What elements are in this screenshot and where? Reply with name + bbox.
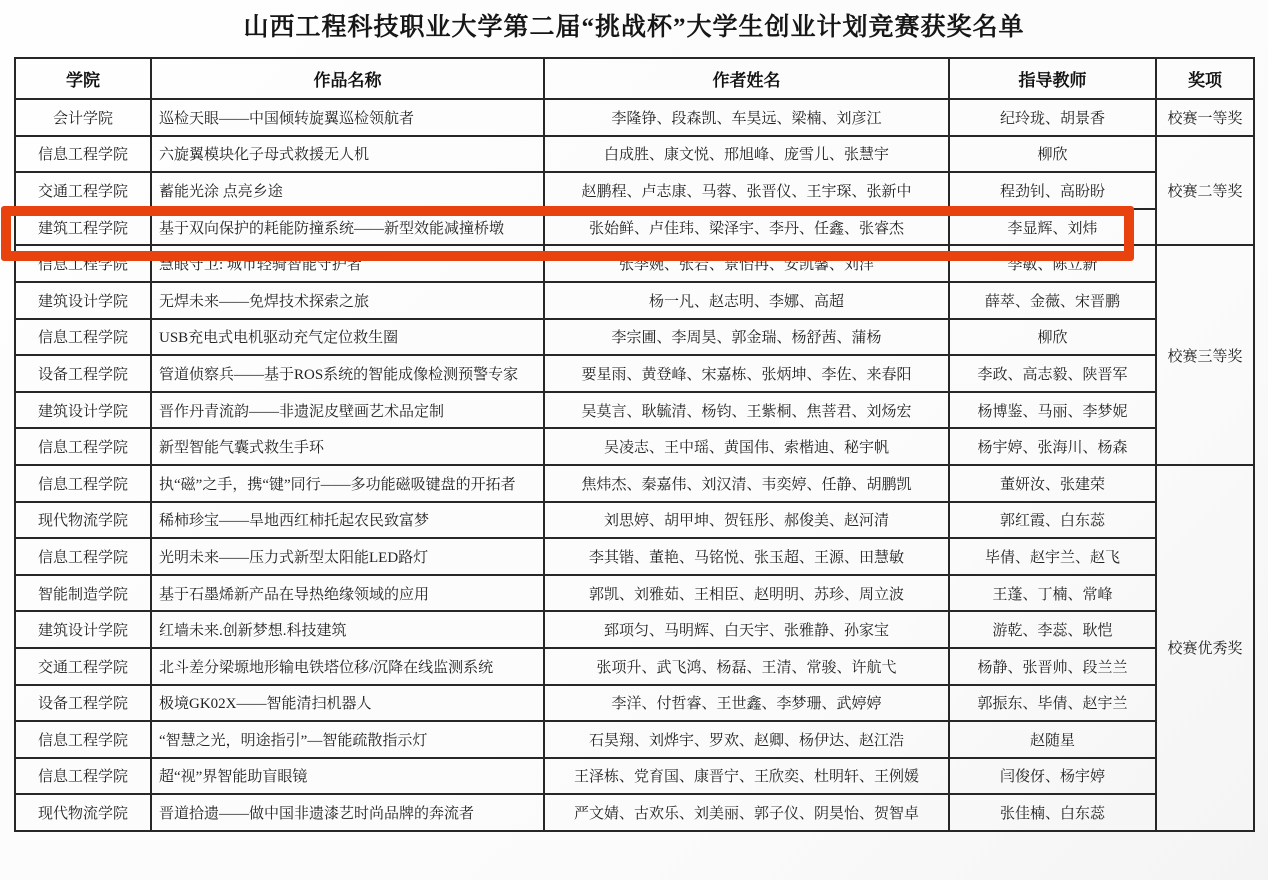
cell-advisors: 杨宇婷、张海川、杨森 xyxy=(949,428,1156,465)
table-row xyxy=(15,282,1254,319)
cell-advisors: 张佳楠、白东蕊 xyxy=(949,794,1156,831)
cell-work: 红墙未来.创新梦想.科技建筑 xyxy=(151,611,544,648)
cell-award: 校赛优秀奖 xyxy=(1156,465,1254,831)
table-row xyxy=(15,648,1254,685)
cell-work: “智慧之光，明途指引”—智能疏散指示灯 xyxy=(151,721,544,758)
cell-advisors: 薛萃、金薇、宋晋鹏 xyxy=(949,282,1156,319)
cell-work: 管道侦察兵——基于ROS系统的智能成像检测预警专家 xyxy=(151,355,544,392)
award-table xyxy=(14,57,1255,832)
table-row xyxy=(15,758,1254,795)
cell-authors: 李宗圃、李周昊、郭金瑞、杨舒茜、蒲杨 xyxy=(544,319,949,356)
cell-college: 信息工程学院 xyxy=(15,758,151,795)
cell-work: 晋作丹青流韵——非遗泥皮壁画艺术品定制 xyxy=(151,392,544,429)
header-authors: 作者姓名 xyxy=(544,58,949,99)
table-row xyxy=(15,245,1254,282)
table-row xyxy=(15,575,1254,612)
cell-advisors: 李显辉、刘炜 xyxy=(949,209,1156,246)
cell-work: USB充电式电机驱动充气定位救生圈 xyxy=(151,319,544,356)
table-header-row xyxy=(15,58,1254,99)
table-body xyxy=(15,99,1254,831)
table-row xyxy=(15,794,1254,831)
cell-authors: 杨一凡、赵志明、李娜、高超 xyxy=(544,282,949,319)
cell-college: 建筑设计学院 xyxy=(15,282,151,319)
cell-college: 现代物流学院 xyxy=(15,502,151,539)
cell-authors: 张项升、武飞鸿、杨磊、王清、常骏、许航弋 xyxy=(544,648,949,685)
cell-college: 信息工程学院 xyxy=(15,136,151,173)
header-advisors: 指导教师 xyxy=(949,58,1156,99)
cell-college: 智能制造学院 xyxy=(15,575,151,612)
cell-authors: 石昊翔、刘烨宇、罗欢、赵卿、杨伊达、赵江浩 xyxy=(544,721,949,758)
cell-authors: 刘思婷、胡甲坤、贺钰彤、郝俊美、赵河清 xyxy=(544,502,949,539)
cell-college: 交通工程学院 xyxy=(15,172,151,209)
cell-advisors: 郭红霞、白东蕊 xyxy=(949,502,1156,539)
cell-work: 六旋翼模块化子母式救援无人机 xyxy=(151,136,544,173)
cell-advisors: 杨博鉴、马丽、李梦妮 xyxy=(949,392,1156,429)
header-award: 奖项 xyxy=(1156,58,1254,99)
table-row xyxy=(15,209,1254,246)
cell-work: 慧眼守卫: 城市轻骑智能守护者 xyxy=(151,245,544,282)
cell-advisors: 纪玲珑、胡景香 xyxy=(949,99,1156,136)
cell-advisors: 李政、高志毅、陕晋军 xyxy=(949,355,1156,392)
cell-college: 会计学院 xyxy=(15,99,151,136)
cell-advisors: 郭振东、毕倩、赵宇兰 xyxy=(949,685,1156,722)
header-college: 学院 xyxy=(15,58,151,99)
cell-work: 蓄能光涂 点亮乡途 xyxy=(151,172,544,209)
cell-college: 信息工程学院 xyxy=(15,319,151,356)
cell-authors: 李隆铮、段森凯、车昊远、梁楠、刘彦江 xyxy=(544,99,949,136)
cell-advisors: 毕倩、赵宇兰、赵飞 xyxy=(949,538,1156,575)
cell-award: 校赛二等奖 xyxy=(1156,136,1254,246)
cell-work: 北斗差分梁塬地形输电铁塔位移/沉降在线监测系统 xyxy=(151,648,544,685)
cell-college: 信息工程学院 xyxy=(15,538,151,575)
table-row xyxy=(15,136,1254,173)
cell-award: 校赛三等奖 xyxy=(1156,245,1254,465)
cell-advisors: 游乾、李蕊、耿恺 xyxy=(949,611,1156,648)
cell-work: 新型智能气囊式救生手环 xyxy=(151,428,544,465)
cell-college: 信息工程学院 xyxy=(15,245,151,282)
table-row xyxy=(15,392,1254,429)
table-row xyxy=(15,99,1254,136)
cell-college: 信息工程学院 xyxy=(15,721,151,758)
cell-authors: 焦炜杰、秦嘉伟、刘汉清、韦奕婷、任静、胡鹏凯 xyxy=(544,465,949,502)
cell-authors: 赵鹏程、卢志康、马蓉、张晋仪、王宇琛、张新中 xyxy=(544,172,949,209)
cell-college: 建筑设计学院 xyxy=(15,611,151,648)
table-row xyxy=(15,172,1254,209)
cell-authors: 吴莫言、耿毓清、杨钧、王紫桐、焦菩君、刘炀宏 xyxy=(544,392,949,429)
table-row xyxy=(15,319,1254,356)
cell-authors: 要星雨、黄登峰、宋嘉栋、张炳坤、李佐、来春阳 xyxy=(544,355,949,392)
cell-work: 极境GK02X——智能清扫机器人 xyxy=(151,685,544,722)
cell-work: 基于双向保护的耗能防撞系统——新型效能减撞桥墩 xyxy=(151,209,544,246)
cell-college: 交通工程学院 xyxy=(15,648,151,685)
cell-authors: 王泽栋、党育国、康晋宁、王欣奕、杜明轩、王例媛 xyxy=(544,758,949,795)
cell-work: 稀柿珍宝——旱地西红柿托起农民致富梦 xyxy=(151,502,544,539)
cell-advisors: 闫俊伢、杨宇婷 xyxy=(949,758,1156,795)
cell-authors: 吴凌志、王中瑶、黄国伟、索楷迪、秘宇帆 xyxy=(544,428,949,465)
cell-authors: 郭凯、刘雅茹、王相臣、赵明明、苏珍、周立波 xyxy=(544,575,949,612)
cell-work: 执“磁”之手，携“键”同行——多功能磁吸键盘的开拓者 xyxy=(151,465,544,502)
cell-college: 建筑设计学院 xyxy=(15,392,151,429)
cell-work: 光明未来——压力式新型太阳能LED路灯 xyxy=(151,538,544,575)
table-row xyxy=(15,685,1254,722)
cell-authors: 李洋、付哲睿、王世鑫、李梦珊、武婷婷 xyxy=(544,685,949,722)
cell-authors: 严文婧、古欢乐、刘美丽、郭子仪、阴昊怡、贺智卓 xyxy=(544,794,949,831)
table-row xyxy=(15,428,1254,465)
cell-advisors: 董妍汝、张建荣 xyxy=(949,465,1156,502)
cell-advisors: 程劲钊、高盼盼 xyxy=(949,172,1156,209)
cell-college: 现代物流学院 xyxy=(15,794,151,831)
cell-college: 信息工程学院 xyxy=(15,465,151,502)
cell-work: 晋道拾遗——做中国非遗漆艺时尚品牌的奔流者 xyxy=(151,794,544,831)
cell-advisors: 赵随星 xyxy=(949,721,1156,758)
cell-college: 建筑工程学院 xyxy=(15,209,151,246)
cell-authors: 白成胜、康文悦、邢旭峰、庞雪儿、张慧宇 xyxy=(544,136,949,173)
header-work: 作品名称 xyxy=(151,58,544,99)
cell-college: 设备工程学院 xyxy=(15,685,151,722)
cell-authors: 张李婉、张岩、景怡冉、安凯馨、刘洋 xyxy=(544,245,949,282)
cell-authors: 郅项匀、马明辉、白天宇、张雅静、孙家宝 xyxy=(544,611,949,648)
cell-advisors: 李敏、陈立新 xyxy=(949,245,1156,282)
document-title: 山西工程科技职业大学第二届“挑战杯”大学生创业计划竞赛获奖名单 xyxy=(243,14,1025,41)
table-row xyxy=(15,355,1254,392)
cell-authors: 李其锴、董艳、马铭悦、张玉超、王源、田慧敏 xyxy=(544,538,949,575)
table-row xyxy=(15,465,1254,502)
cell-college: 信息工程学院 xyxy=(15,428,151,465)
table-row xyxy=(15,538,1254,575)
cell-advisors: 杨静、张晋帅、段兰兰 xyxy=(949,648,1156,685)
cell-college: 设备工程学院 xyxy=(15,355,151,392)
table-row xyxy=(15,611,1254,648)
table-row xyxy=(15,502,1254,539)
cell-advisors: 王蓬、丁楠、常峰 xyxy=(949,575,1156,612)
cell-advisors: 柳欣 xyxy=(949,319,1156,356)
cell-work: 巡检天眼——中国倾转旋翼巡检领航者 xyxy=(151,99,544,136)
cell-authors: 张始鲜、卢佳玮、梁泽宇、李丹、任鑫、张睿杰 xyxy=(544,209,949,246)
cell-work: 超“视”界智能助盲眼镜 xyxy=(151,758,544,795)
cell-award: 校赛一等奖 xyxy=(1156,99,1254,136)
cell-advisors: 柳欣 xyxy=(949,136,1156,173)
cell-work: 无焊未来——免焊技术探索之旅 xyxy=(151,282,544,319)
cell-work: 基于石墨烯新产品在导热绝缘领域的应用 xyxy=(151,575,544,612)
table-row xyxy=(15,721,1254,758)
